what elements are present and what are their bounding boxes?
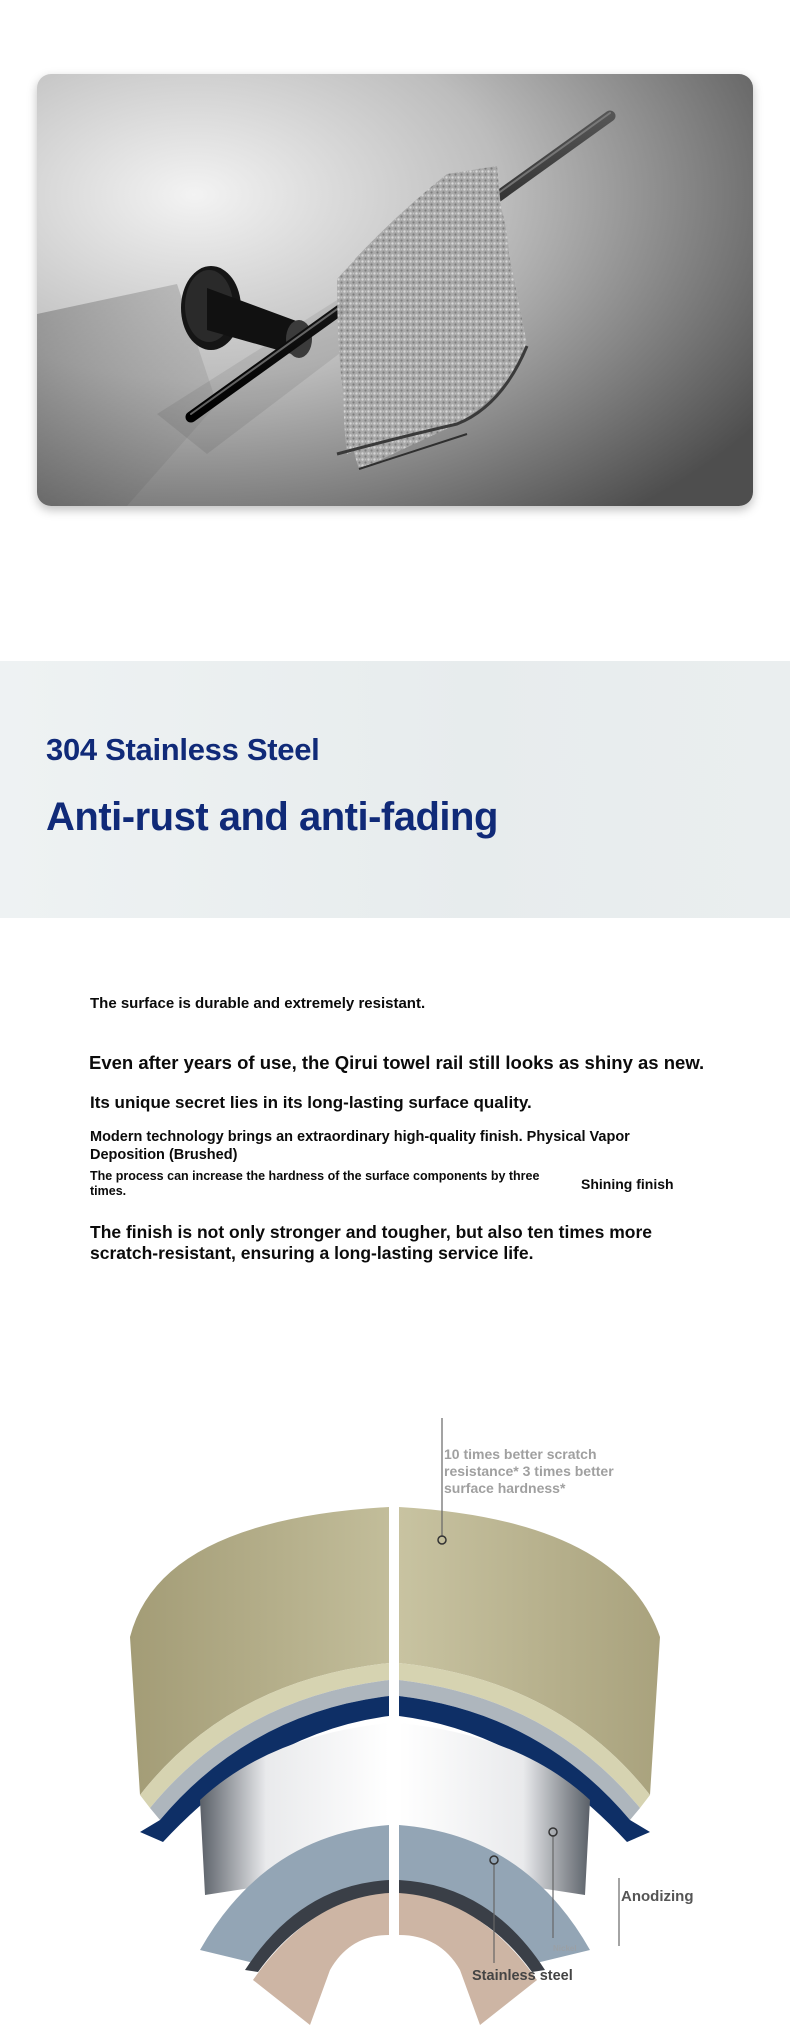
layer-arcs (0, 1380, 790, 2025)
hero-product-image (37, 74, 753, 506)
headline: Anti-rust and anti-fading (46, 795, 498, 839)
description-line-6: The finish is not only stronger and tougher, but also ten times more scratch-resistant, ensuring a long-lasting service life. (90, 1222, 652, 1263)
description-line-2: Even after years of use, the Qirui towel rail still looks as shiny as new. (89, 1052, 705, 1073)
surface-layer-diagram (0, 1380, 790, 2025)
anodizing-label: Anodizing (621, 1888, 694, 1905)
description-line-1: The surface is durable and extremely resistant. (90, 995, 426, 1012)
stainless-steel-label: Stainless steel (472, 1968, 573, 1984)
nickel-label: Nickel (553, 1944, 577, 1953)
description-line-3: Its unique secret lies in its long-lasting surface quality. (90, 1093, 532, 1112)
towel-rail-illustration (37, 74, 753, 506)
title-band (0, 661, 790, 918)
finish-label: Shining finish (581, 1176, 674, 1192)
material-title: 304 Stainless Steel (46, 732, 320, 767)
description-line-5: The process can increase the hardness of the surface components by three times. (90, 1169, 540, 1198)
scratch-resistance-label: 10 times better scratch resistance* 3 times better surface hardness* (444, 1446, 614, 1496)
description-line-4: Modern technology brings an extraordinary high-quality finish. Physical Vapor Deposition (Brushed) (90, 1129, 630, 1163)
